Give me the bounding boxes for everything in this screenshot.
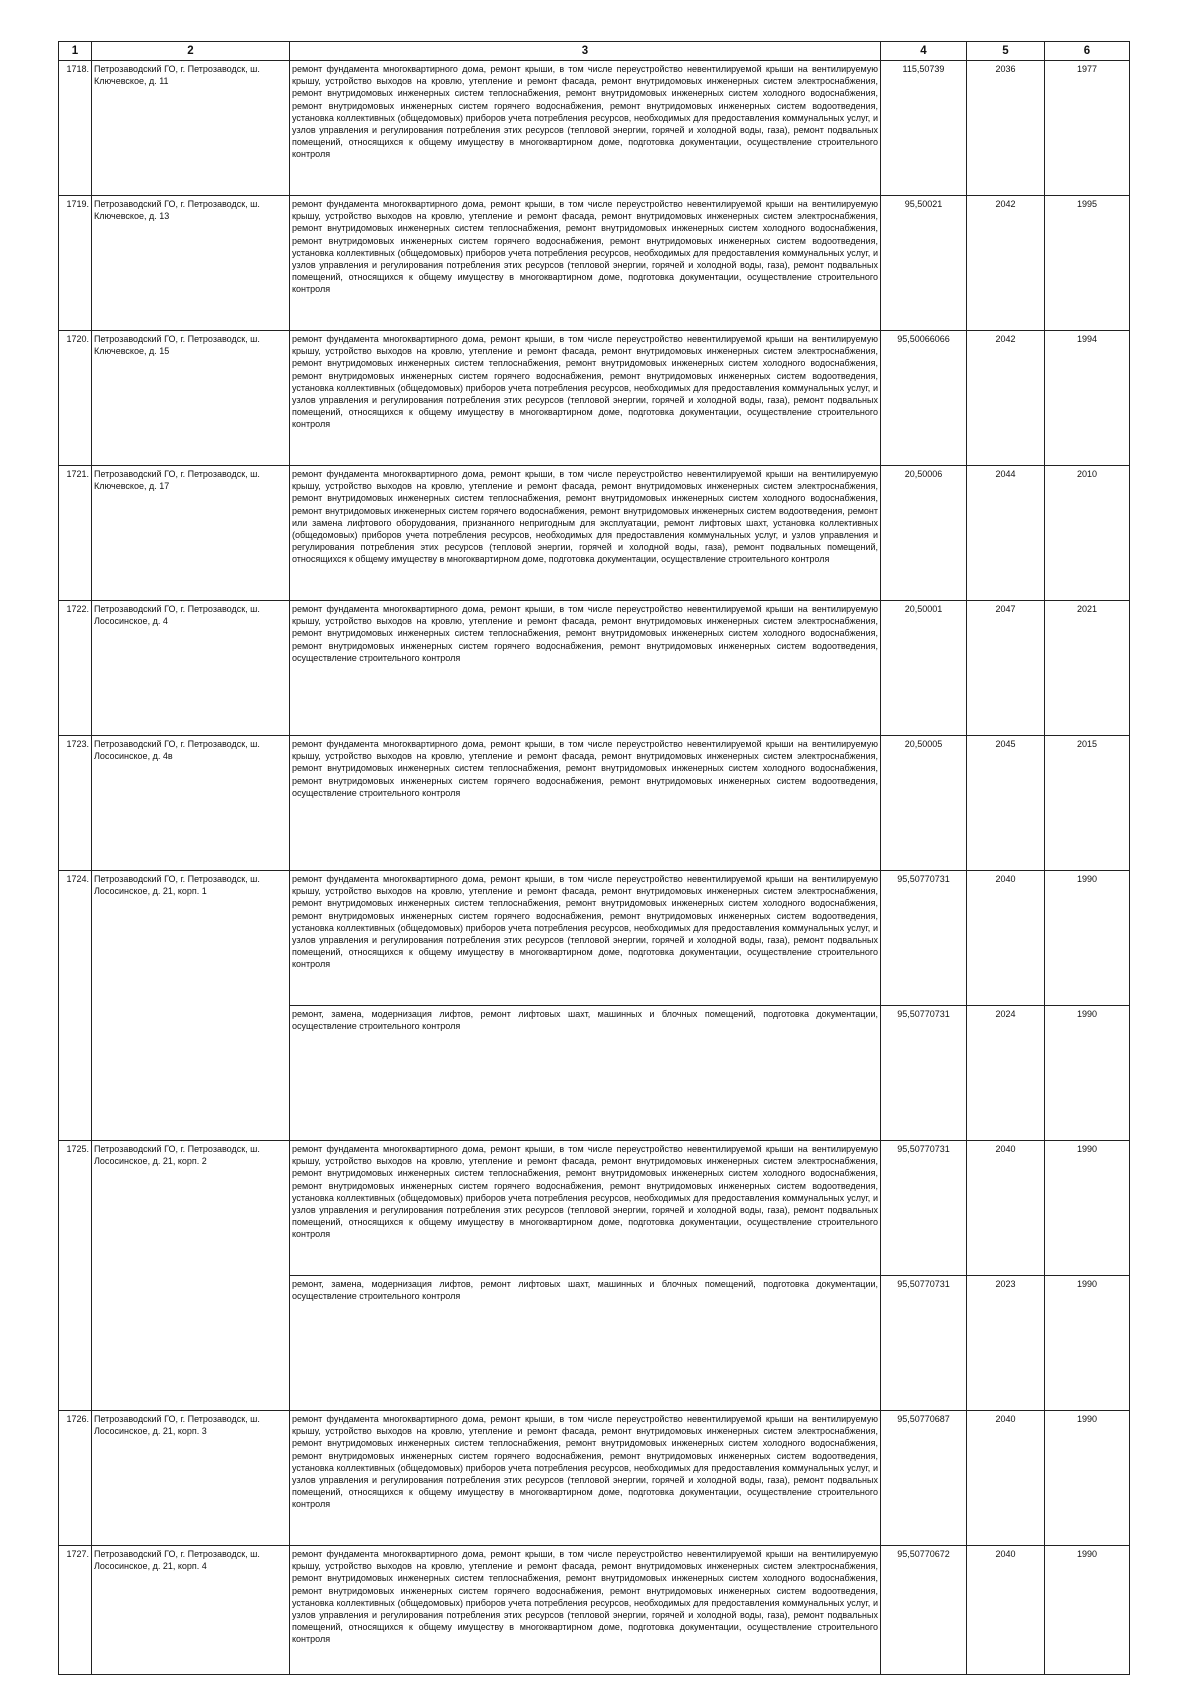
row-work-description: ремонт фундамента многоквартирного дома, ремонт крыши, в том числе переустройство невентилируемой крыши на вентилируемую крышу, устройство выходов на кровлю, утепление и ремонт фасада, ремонт внутридомовых инженерных систем электроснабжения, ремонт внутридомовых инженерных систем теплоснабжения, ремонт внутридомовых инженерных систем холодного водоснабжения, ремонт внутридомовых инженерных систем горячего водоснабжения, ремонт внутридомовых инженерных систем водоотведения, установка коллективных (общедомовых) приборов учета потребления ресурсов, необходимых для предоставления коммунальных услуг, и узлов управления и регулирования потребления этих ресурсов (тепловой энергии, горячей и холодной воды, газа), ремонт подвальных помещений, относящихся к общему имуществу в многоквартирном доме, подготовка документации, осуществление строительного контроля — [290, 196, 881, 331]
column-header-3: 3 — [290, 42, 881, 61]
capital-repair-table — [58, 41, 1130, 1675]
table-row — [59, 196, 1130, 331]
row-value-col6: 1995 — [1045, 196, 1130, 331]
row-number: 1726. — [59, 1411, 92, 1546]
row-value-col5: 2047 — [967, 601, 1045, 736]
header-row — [59, 42, 1130, 61]
row-value-col6: 2021 — [1045, 601, 1130, 736]
row-value-col6: 1990 — [1045, 1546, 1130, 1675]
column-header-5: 5 — [967, 42, 1045, 61]
column-header-1: 1 — [59, 42, 92, 61]
row-value-col4: 95,50770731 — [881, 1276, 967, 1411]
row-value-col6: 1977 — [1045, 61, 1130, 196]
row-work-description: ремонт фундамента многоквартирного дома, ремонт крыши, в том числе переустройство невентилируемой крыши на вентилируемую крышу, устройство выходов на кровлю, утепление и ремонт фасада, ремонт внутридомовых инженерных систем электроснабжения, ремонт внутридомовых инженерных систем теплоснабжения, ремонт внутридомовых инженерных систем холодного водоснабжения, ремонт внутридомовых инженерных систем горячего водоснабжения, ремонт внутридомовых инженерных систем водоотведения, осуществление строительного контроля — [290, 601, 881, 736]
table-row — [59, 466, 1130, 601]
row-value-col6: 1990 — [1045, 1276, 1130, 1411]
column-header-4: 4 — [881, 42, 967, 61]
row-value-col4: 20,50001 — [881, 601, 967, 736]
row-value-col4: 95,50770731 — [881, 871, 967, 1006]
table-row — [59, 871, 1130, 1006]
table-row — [59, 1411, 1130, 1546]
row-number: 1718. — [59, 61, 92, 196]
row-number: 1720. — [59, 331, 92, 466]
row-number: 1724. — [59, 871, 92, 1141]
row-value-col6: 1994 — [1045, 331, 1130, 466]
row-value-col4: 95,50770672 — [881, 1546, 967, 1675]
row-number: 1725. — [59, 1141, 92, 1411]
table-row — [59, 736, 1130, 871]
row-work-description: ремонт фундамента многоквартирного дома, ремонт крыши, в том числе переустройство невентилируемой крыши на вентилируемую крышу, устройство выходов на кровлю, утепление и ремонт фасада, ремонт внутридомовых инженерных систем электроснабжения, ремонт внутридомовых инженерных систем теплоснабжения, ремонт внутридомовых инженерных систем холодного водоснабжения, ремонт внутридомовых инженерных систем горячего водоснабжения, ремонт внутридомовых инженерных систем водоотведения, осуществление строительного контроля — [290, 736, 881, 871]
row-value-col5: 2040 — [967, 1546, 1045, 1675]
row-address: Петрозаводский ГО, г. Петрозаводск, ш. Ключевское, д. 13 — [92, 196, 290, 331]
table-row — [59, 1141, 1130, 1276]
row-value-col6: 1990 — [1045, 1141, 1130, 1276]
row-value-col5: 2040 — [967, 1141, 1045, 1276]
row-value-col4: 95,50021 — [881, 196, 967, 331]
row-address: Петрозаводский ГО, г. Петрозаводск, ш. Ключевское, д. 15 — [92, 331, 290, 466]
row-address: Петрозаводский ГО, г. Петрозаводск, ш. Лососинское, д. 21, корп. 1 — [92, 871, 290, 1141]
table-row — [59, 331, 1130, 466]
row-value-col5: 2042 — [967, 331, 1045, 466]
column-header-6: 6 — [1045, 42, 1130, 61]
row-value-col4: 95,50066066 — [881, 331, 967, 466]
row-number: 1721. — [59, 466, 92, 601]
row-address: Петрозаводский ГО, г. Петрозаводск, ш. Лососинское, д. 21, корп. 3 — [92, 1411, 290, 1546]
row-value-col4: 95,50770687 — [881, 1411, 967, 1546]
row-address: Петрозаводский ГО, г. Петрозаводск, ш. Лососинское, д. 21, корп. 2 — [92, 1141, 290, 1411]
row-value-col5: 2042 — [967, 196, 1045, 331]
row-value-col4: 115,50739 — [881, 61, 967, 196]
row-number: 1723. — [59, 736, 92, 871]
row-work-description: ремонт фундамента многоквартирного дома, ремонт крыши, в том числе переустройство невентилируемой крыши на вентилируемую крышу, устройство выходов на кровлю, утепление и ремонт фасада, ремонт внутридомовых инженерных систем электроснабжения, ремонт внутридомовых инженерных систем теплоснабжения, ремонт внутридомовых инженерных систем холодного водоснабжения, ремонт внутридомовых инженерных систем горячего водоснабжения, ремонт внутридомовых инженерных систем водоотведения, установка коллективных (общедомовых) приборов учета потребления ресурсов, необходимых для предоставления коммунальных услуг, и узлов управления и регулирования потребления этих ресурсов (тепловой энергии, горячей и холодной воды, газа), ремонт подвальных помещений, относящихся к общему имуществу в многоквартирном доме, подготовка документации, осуществление строительного контроля — [290, 61, 881, 196]
row-number: 1719. — [59, 196, 92, 331]
row-value-col5: 2040 — [967, 871, 1045, 1006]
row-work-description: ремонт, замена, модернизация лифтов, ремонт лифтовых шахт, машинных и блочных помещений, подготовка документации, осуществление строительного контроля — [290, 1006, 881, 1141]
table-row — [59, 1546, 1130, 1675]
table-row — [59, 601, 1130, 736]
row-value-col5: 2045 — [967, 736, 1045, 871]
row-number: 1727. — [59, 1546, 92, 1675]
row-work-description: ремонт фундамента многоквартирного дома, ремонт крыши, в том числе переустройство невентилируемой крыши на вентилируемую крышу, устройство выходов на кровлю, утепление и ремонт фасада, ремонт внутридомовых инженерных систем электроснабжения, ремонт внутридомовых инженерных систем теплоснабжения, ремонт внутридомовых инженерных систем холодного водоснабжения, ремонт внутридомовых инженерных систем горячего водоснабжения, ремонт внутридомовых инженерных систем водоотведения, установка коллективных (общедомовых) приборов учета потребления ресурсов, необходимых для предоставления коммунальных услуг, и узлов управления и регулирования потребления этих ресурсов (тепловой энергии, горячей и холодной воды, газа), ремонт подвальных помещений, относящихся к общему имуществу в многоквартирном доме, подготовка документации, осуществление строительного контроля — [290, 1141, 881, 1276]
row-address: Петрозаводский ГО, г. Петрозаводск, ш. Ключевское, д. 17 — [92, 466, 290, 601]
row-address: Петрозаводский ГО, г. Петрозаводск, ш. Лососинское, д. 4в — [92, 736, 290, 871]
row-work-description: ремонт фундамента многоквартирного дома, ремонт крыши, в том числе переустройство невентилируемой крыши на вентилируемую крышу, устройство выходов на кровлю, утепление и ремонт фасада, ремонт внутридомовых инженерных систем электроснабжения, ремонт внутридомовых инженерных систем теплоснабжения, ремонт внутридомовых инженерных систем холодного водоснабжения, ремонт внутридомовых инженерных систем горячего водоснабжения, ремонт внутридомовых инженерных систем водоотведения, установка коллективных (общедомовых) приборов учета потребления ресурсов, необходимых для предоставления коммунальных услуг, и узлов управления и регулирования потребления этих ресурсов (тепловой энергии, горячей и холодной воды, газа), ремонт подвальных помещений, относящихся к общему имуществу в многоквартирном доме, подготовка документации, осуществление строительного контроля — [290, 1411, 881, 1546]
row-value-col6: 1990 — [1045, 871, 1130, 1006]
row-work-description: ремонт фундамента многоквартирного дома, ремонт крыши, в том числе переустройство невентилируемой крыши на вентилируемую крышу, устройство выходов на кровлю, утепление и ремонт фасада, ремонт внутридомовых инженерных систем электроснабжения, ремонт внутридомовых инженерных систем теплоснабжения, ремонт внутридомовых инженерных систем холодного водоснабжения, ремонт внутридомовых инженерных систем горячего водоснабжения, ремонт внутридомовых инженерных систем водоотведения, установка коллективных (общедомовых) приборов учета потребления ресурсов, необходимых для предоставления коммунальных услуг, и узлов управления и регулирования потребления этих ресурсов (тепловой энергии, горячей и холодной воды, газа), ремонт подвальных помещений, относящихся к общему имуществу в многоквартирном доме, подготовка документации, осуществление строительного контроля — [290, 331, 881, 466]
row-value-col4: 20,50006 — [881, 466, 967, 601]
row-value-col5: 2040 — [967, 1411, 1045, 1546]
row-value-col6: 1990 — [1045, 1411, 1130, 1546]
row-value-col6: 2010 — [1045, 466, 1130, 601]
row-value-col5: 2023 — [967, 1276, 1045, 1411]
row-value-col6: 2015 — [1045, 736, 1130, 871]
row-address: Петрозаводский ГО, г. Петрозаводск, ш. Лососинское, д. 21, корп. 4 — [92, 1546, 290, 1675]
row-work-description: ремонт фундамента многоквартирного дома, ремонт крыши, в том числе переустройство невентилируемой крыши на вентилируемую крышу, устройство выходов на кровлю, утепление и ремонт фасада, ремонт внутридомовых инженерных систем электроснабжения, ремонт внутридомовых инженерных систем теплоснабжения, ремонт внутридомовых инженерных систем холодного водоснабжения, ремонт внутридомовых инженерных систем горячего водоснабжения, ремонт внутридомовых инженерных систем водоотведения, ремонт или замена лифтового оборудования, признанного непригодным для эксплуатации, ремонт лифтовых шахт, установка коллективных (общедомовых) приборов учета потребления ресурсов, необходимых для предоставления коммунальных услуг, и узлов управления и регулирования потребления этих ресурсов (тепловой энергии, горячей и холодной воды, газа), ремонт подвальных помещений, относящихся к общему имуществу в многоквартирном доме, подготовка документации, осуществление строительного контроля — [290, 466, 881, 601]
row-value-col4: 95,50770731 — [881, 1141, 967, 1276]
row-work-description: ремонт фундамента многоквартирного дома, ремонт крыши, в том числе переустройство невентилируемой крыши на вентилируемую крышу, устройство выходов на кровлю, утепление и ремонт фасада, ремонт внутридомовых инженерных систем электроснабжения, ремонт внутридомовых инженерных систем теплоснабжения, ремонт внутридомовых инженерных систем холодного водоснабжения, ремонт внутридомовых инженерных систем горячего водоснабжения, ремонт внутридомовых инженерных систем водоотведения, установка коллективных (общедомовых) приборов учета потребления ресурсов, необходимых для предоставления коммунальных услуг, и узлов управления и регулирования потребления этих ресурсов (тепловой энергии, горячей и холодной воды, газа), ремонт подвальных помещений, относящихся к общему имуществу в многоквартирном доме, подготовка документации, осуществление строительного контроля — [290, 871, 881, 1006]
row-work-description: ремонт фундамента многоквартирного дома, ремонт крыши, в том числе переустройство невентилируемой крыши на вентилируемую крышу, устройство выходов на кровлю, утепление и ремонт фасада, ремонт внутридомовых инженерных систем электроснабжения, ремонт внутридомовых инженерных систем теплоснабжения, ремонт внутридомовых инженерных систем холодного водоснабжения, ремонт внутридомовых инженерных систем горячего водоснабжения, ремонт внутридомовых инженерных систем водоотведения, установка коллективных (общедомовых) приборов учета потребления ресурсов, необходимых для предоставления коммунальных услуг, и узлов управления и регулирования потребления этих ресурсов (тепловой энергии, горячей и холодной воды, газа), ремонт подвальных помещений, относящихся к общему имуществу в многоквартирном доме, подготовка документации, осуществление строительного контроля — [290, 1546, 881, 1675]
row-number: 1722. — [59, 601, 92, 736]
row-value-col5: 2024 — [967, 1006, 1045, 1141]
row-value-col4: 20,50005 — [881, 736, 967, 871]
row-work-description: ремонт, замена, модернизация лифтов, ремонт лифтовых шахт, машинных и блочных помещений, подготовка документации, осуществление строительного контроля — [290, 1276, 881, 1411]
row-address: Петрозаводский ГО, г. Петрозаводск, ш. Лососинское, д. 4 — [92, 601, 290, 736]
row-address: Петрозаводский ГО, г. Петрозаводск, ш. Ключевское, д. 11 — [92, 61, 290, 196]
row-value-col5: 2036 — [967, 61, 1045, 196]
row-value-col4: 95,50770731 — [881, 1006, 967, 1141]
row-value-col6: 1990 — [1045, 1006, 1130, 1141]
row-value-col5: 2044 — [967, 466, 1045, 601]
column-header-2: 2 — [92, 42, 290, 61]
table-row — [59, 61, 1130, 196]
